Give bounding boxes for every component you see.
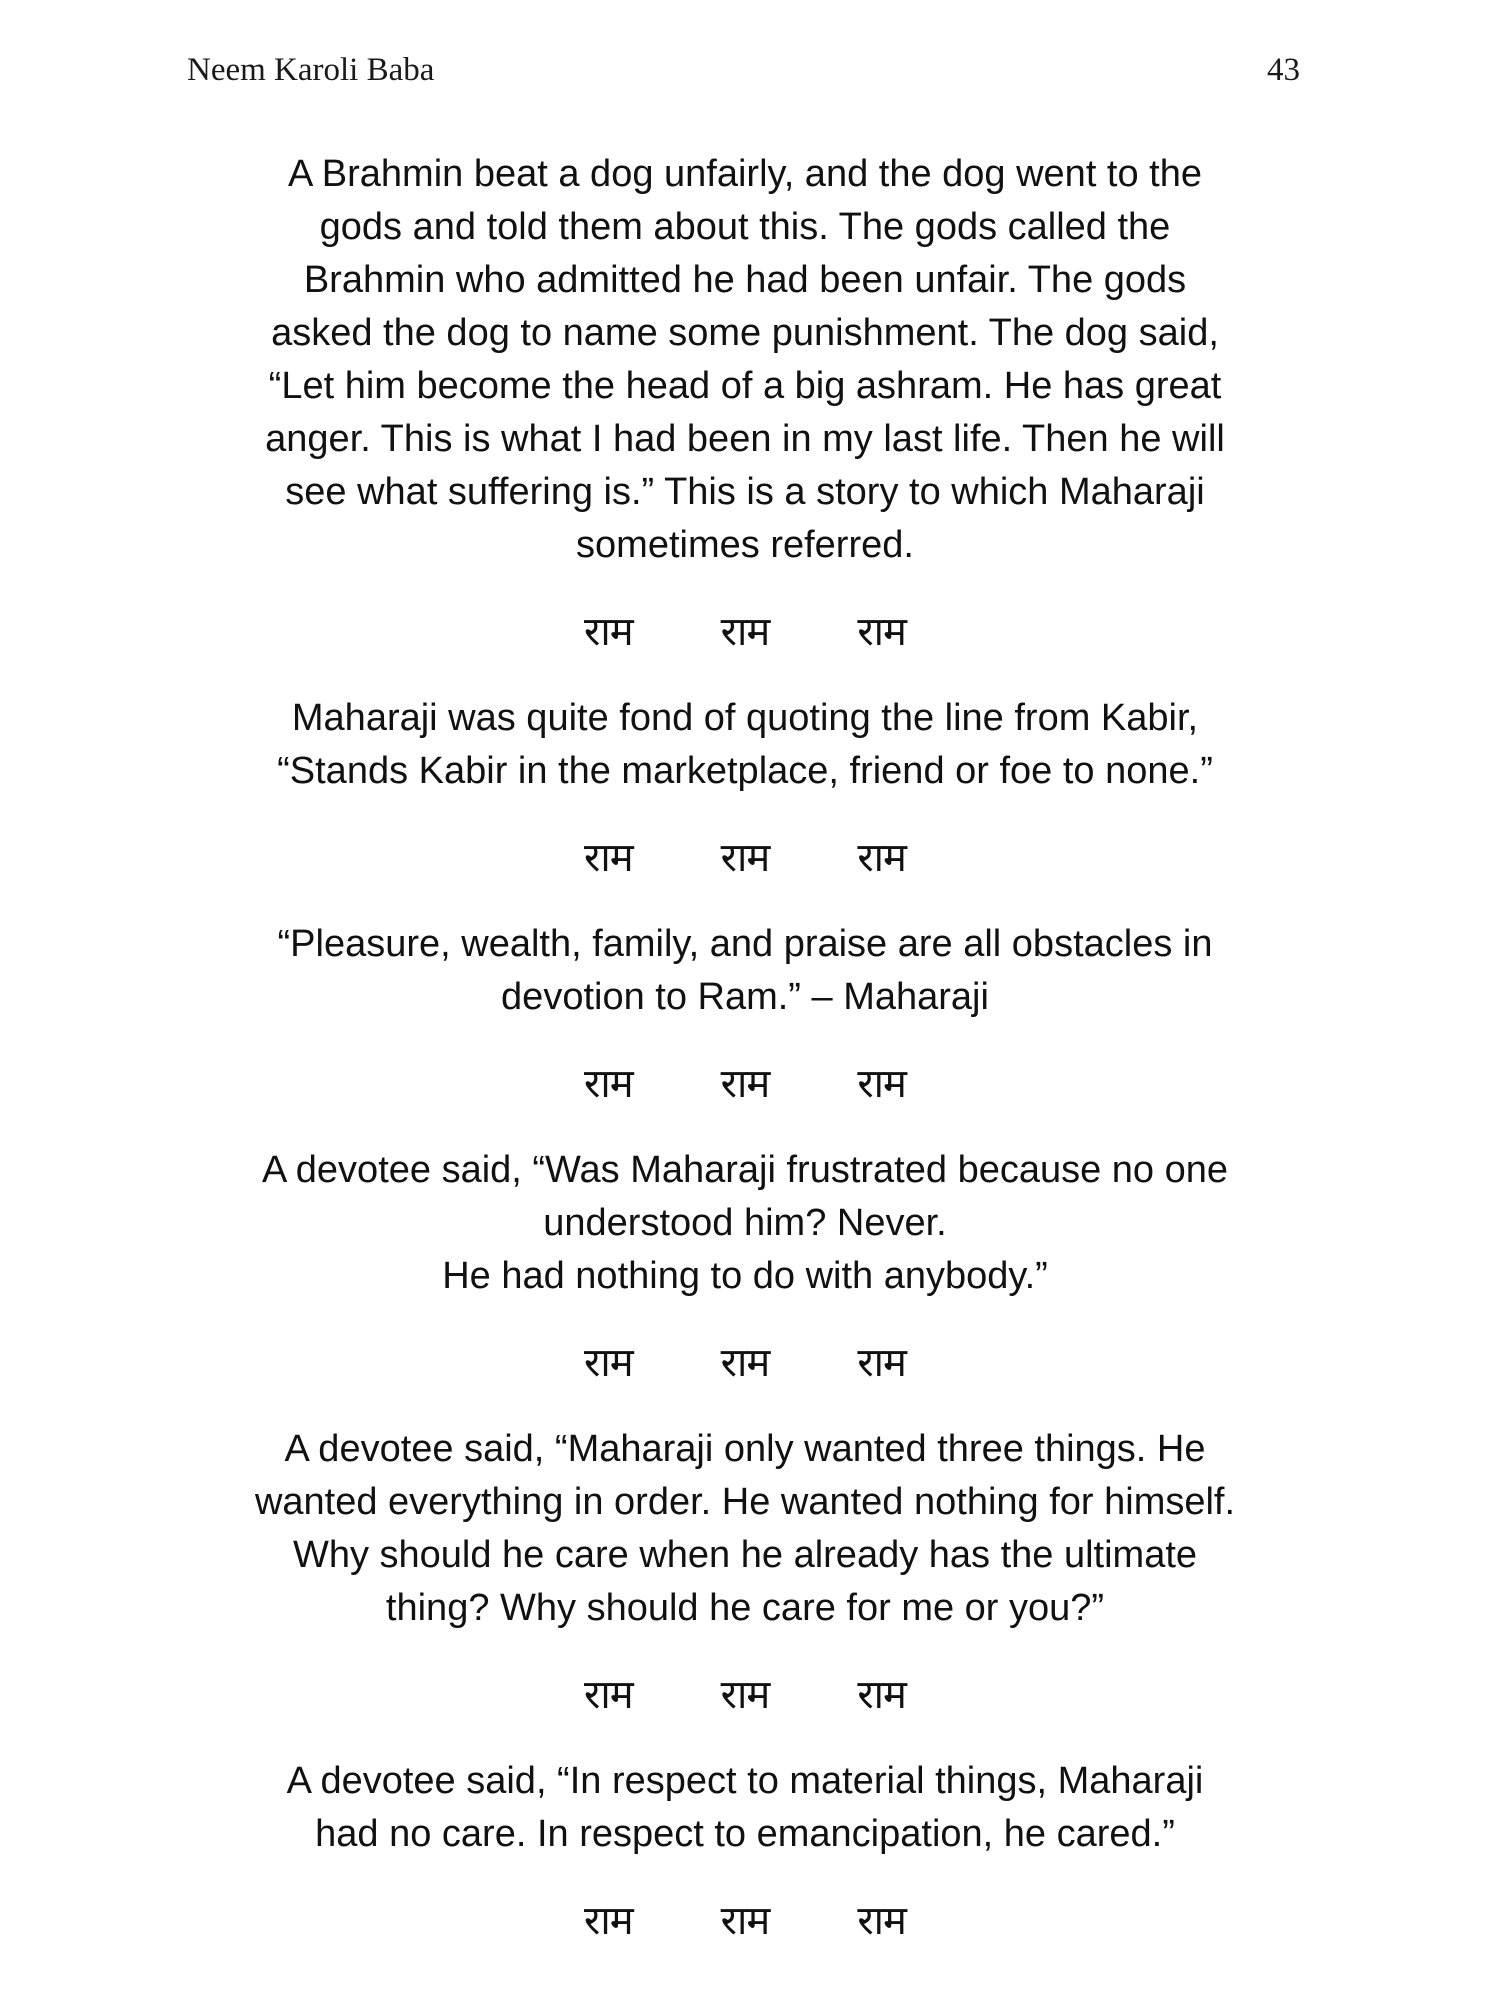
text-line: A Brahmin beat a dog unfairly, and the dog went to the	[287, 153, 1203, 195]
text-line: understood him? Never.	[543, 1202, 947, 1244]
ram-word: राम	[857, 1671, 906, 1718]
ram-divider	[175, 1635, 1315, 1755]
ram-word: राम	[857, 1339, 906, 1386]
page-content	[175, 148, 1315, 1981]
ram-word: राम	[720, 1897, 770, 1944]
text-line: gods and told them about this. The gods called the	[319, 206, 1171, 248]
text-line: Brahmin who admitted he had been unfair. The gods	[303, 259, 1187, 301]
ram-word: राम	[584, 1671, 633, 1718]
text-line: Maharaji was quite fond of quoting the line from Kabir,	[291, 697, 1199, 739]
text-line: see what suffering is.” This is a story to which Maharaji	[285, 471, 1205, 513]
text-line: sometimes referred.	[576, 524, 914, 566]
book-title: Neem Karoli Baba	[187, 52, 435, 88]
ram-word: राम	[584, 1060, 633, 1107]
text-line: Why should he care when he already has the ultimate	[292, 1534, 1198, 1576]
ram-word: राम	[584, 1339, 633, 1386]
text-line: A devotee said, “Was Maharaji frustrated because no one	[261, 1149, 1229, 1191]
ram-divider	[175, 1024, 1315, 1144]
entry-obstacles-quote	[175, 918, 1315, 1024]
entry-brahmin-dog-story	[175, 148, 1315, 572]
ram-word: राम	[857, 608, 906, 655]
entry-devotee-material-things	[175, 1755, 1315, 1861]
ram-word: राम	[857, 1897, 906, 1944]
text-line: devotion to Ram.” – Maharaji	[501, 976, 989, 1018]
text-line: had no care. In respect to emancipation, he cared.”	[315, 1813, 1175, 1855]
ram-divider	[175, 1303, 1315, 1423]
text-line: anger. This is what I had been in my last life. Then he will	[265, 418, 1225, 460]
ram-word: राम	[720, 1060, 770, 1107]
ram-word: राम	[857, 834, 906, 881]
ram-word: राम	[720, 1339, 770, 1386]
entry-devotee-three-things	[175, 1423, 1315, 1635]
text-line: “Let him become the head of a big ashram. He has great	[268, 365, 1222, 407]
text-line: thing? Why should he care for me or you?”	[385, 1587, 1105, 1629]
running-head	[0, 50, 1500, 100]
text-line: asked the dog to name some punishment. The dog said,	[271, 312, 1219, 354]
entry-devotee-frustrated	[175, 1144, 1315, 1303]
entry-kabir-quote	[175, 692, 1315, 798]
text-line: A devotee said, “In respect to material things, Maharaji	[286, 1760, 1204, 1802]
ram-word: राम	[720, 608, 770, 655]
ram-word: राम	[584, 1897, 633, 1944]
page-number: 43	[1267, 52, 1300, 88]
ram-word: राम	[720, 834, 770, 881]
ram-divider	[175, 572, 1315, 692]
ram-word: राम	[584, 608, 633, 655]
text-line: A devotee said, “Maharaji only wanted three things. He	[284, 1428, 1206, 1470]
ram-word: राम	[857, 1060, 906, 1107]
text-line: He had nothing to do with anybody.”	[442, 1255, 1048, 1297]
text-line: wanted everything in order. He wanted nothing for himself.	[254, 1481, 1236, 1523]
ram-divider	[175, 798, 1315, 918]
text-line: “Stands Kabir in the marketplace, friend or foe to none.”	[277, 750, 1213, 792]
ram-word: राम	[584, 834, 633, 881]
ram-divider	[175, 1861, 1315, 1981]
ram-word: राम	[720, 1671, 770, 1718]
text-line: “Pleasure, wealth, family, and praise are all obstacles in	[277, 923, 1213, 965]
